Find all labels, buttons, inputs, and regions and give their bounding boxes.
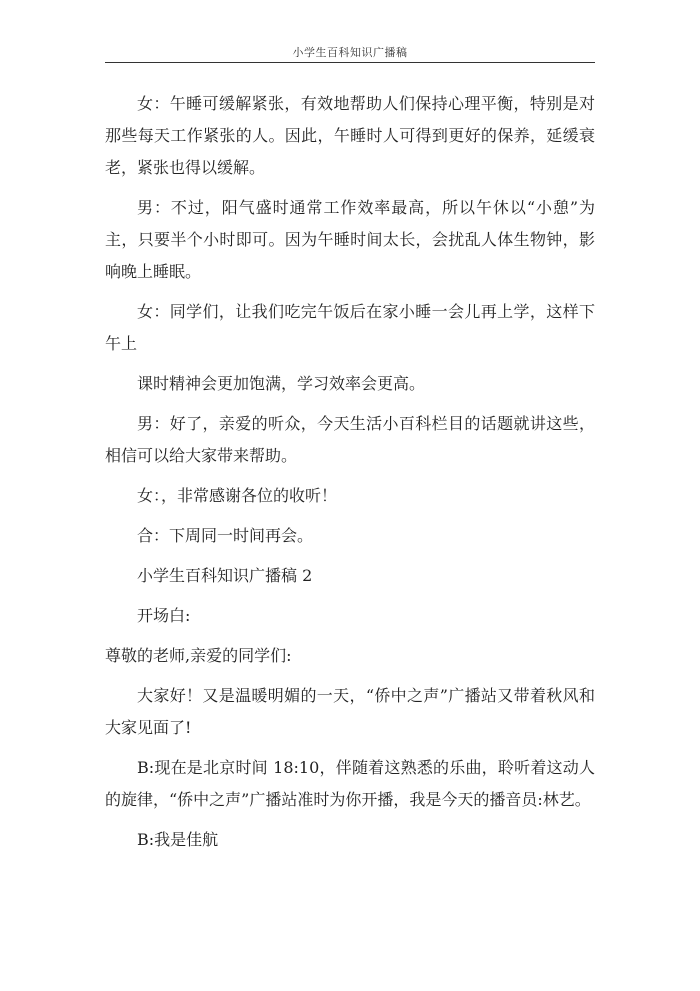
header-divider xyxy=(105,62,595,63)
paragraph: 尊敬的老师,亲爱的同学们: xyxy=(105,646,292,665)
paragraph: 男：好了，亲爱的听众，今天生活小百科栏目的话题就讲这些，相信可以给大家带来帮助。 xyxy=(105,414,595,465)
section-title: 小学生百科知识广播稿 2 xyxy=(137,566,313,585)
paragraph: 女：，非常感谢各位的收听！ xyxy=(137,486,338,505)
page-header-title: 小学生百科知识广播稿 xyxy=(292,46,408,59)
paragraph: B:我是佳航 xyxy=(137,830,219,849)
paragraph: 女：同学们，让我们吃完午饭后在家小睡一会儿再上学，这样下午上 xyxy=(105,302,595,353)
paragraph: 男：不过，阳气盛时通常工作效率最高，所以午休以“小憩”为主，只要半个小时即可。因为午睡时间太长，会扰乱人体生物钟，影响晚上睡眠。 xyxy=(105,198,595,281)
paragraph: 课时精神会更加饱满，学习效率会更高。 xyxy=(137,374,426,393)
paragraph: 开场白: xyxy=(137,606,191,625)
paragraph: 大家好！又是温暖明媚的一天，“侨中之声”广播站又带着秋风和大家见面了! xyxy=(105,686,595,737)
paragraph: 女：午睡可缓解紧张，有效地帮助人们保持心理平衡，特别是对那些每天工作紧张的人。因此，午睡时人可得到更好的保养，延缓衰老，紧张也得以缓解。 xyxy=(105,94,595,177)
document-body xyxy=(105,88,595,864)
paragraph: B:现在是北京时间 18:10，伴随着这熟悉的乐曲，聆听着这动人的旋律，“侨中之声”广播站准时为你开播，我是今天的播音员:林艺。 xyxy=(105,758,595,809)
paragraph: 合：下周同一时间再会。 xyxy=(137,526,314,545)
